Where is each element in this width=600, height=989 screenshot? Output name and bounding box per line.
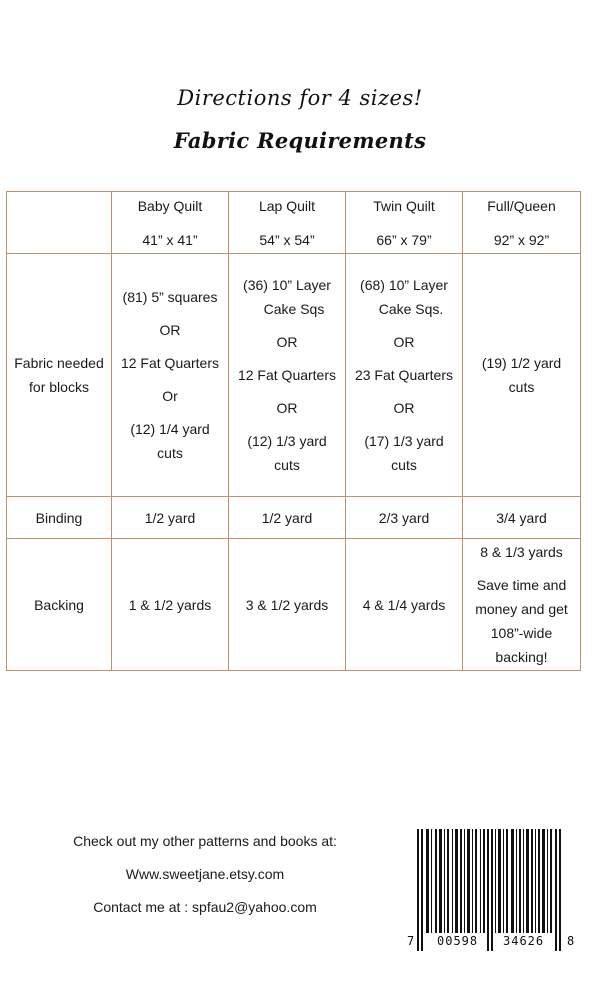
cell-line: (19) 1/2 yard bbox=[481, 355, 562, 371]
cell-line: (12) 1/4 yard bbox=[130, 421, 210, 437]
blocks-twin bbox=[346, 254, 463, 497]
backing-baby: 1 & 1/2 yards bbox=[112, 539, 229, 671]
cell-line: cuts bbox=[274, 457, 300, 473]
column-name: Full/Queen bbox=[487, 197, 556, 214]
column-size: 54” x 54” bbox=[259, 231, 315, 248]
cell-line: 23 Fat Quarters bbox=[354, 367, 454, 383]
cell-line: 108”-wide bbox=[490, 625, 553, 641]
cell-line: OR bbox=[393, 400, 415, 416]
barcode-group-2: 34626 bbox=[503, 934, 545, 948]
binding-twin: 2/3 yard bbox=[346, 497, 463, 539]
table-header-row bbox=[7, 192, 581, 254]
column-name: Lap Quilt bbox=[258, 197, 316, 214]
cell-line: Or bbox=[162, 388, 178, 404]
cell-line: (17) 1/3 yard bbox=[364, 433, 444, 449]
table-row-backing bbox=[7, 539, 581, 671]
table-row-binding bbox=[7, 497, 581, 539]
cell-line: 12 Fat Quarters bbox=[237, 367, 337, 383]
blocks-full-queen bbox=[463, 254, 581, 497]
backing-lap: 3 & 1/2 yards bbox=[229, 539, 346, 671]
table-row-blocks bbox=[7, 254, 581, 497]
cell-line: (68) 10” Layer bbox=[360, 277, 448, 293]
row-label-binding: Binding bbox=[7, 497, 112, 539]
blocks-baby bbox=[112, 254, 229, 497]
column-size: 92” x 92” bbox=[493, 231, 550, 248]
footer-patterns-text: Check out my other patterns and books at: bbox=[73, 833, 337, 849]
barcode-left-digit: 7 bbox=[407, 934, 415, 948]
label-line: for blocks bbox=[29, 379, 89, 395]
cell-line: (81) 5” squares bbox=[122, 289, 218, 305]
binding-full-queen: 3/4 yard bbox=[463, 497, 581, 539]
heading-directions: Directions for 4 sizes! bbox=[177, 86, 423, 110]
blocks-lap bbox=[229, 254, 346, 497]
column-size: 41” x 41” bbox=[142, 231, 198, 248]
label-line: Fabric needed bbox=[14, 355, 104, 371]
cell-line: (36) 10” Layer bbox=[243, 277, 331, 293]
backing-twin: 4 & 1/4 yards bbox=[346, 539, 463, 671]
cell-line: cuts bbox=[391, 457, 417, 473]
cell-line: cuts bbox=[508, 379, 535, 395]
cell-line: OR bbox=[159, 322, 181, 338]
barcode-group-1: 00598 bbox=[437, 934, 479, 948]
cell-line: OR bbox=[393, 334, 415, 350]
binding-lap: 1/2 yard bbox=[229, 497, 346, 539]
cell-line: OR bbox=[276, 400, 298, 416]
heading-fabric-requirements: Fabric Requirements bbox=[173, 128, 427, 153]
row-label-blocks bbox=[7, 254, 112, 497]
binding-baby: 1/2 yard bbox=[112, 497, 229, 539]
fabric-requirements-table bbox=[6, 191, 581, 671]
header-twin-quilt bbox=[346, 192, 463, 254]
header-lap-quilt bbox=[229, 192, 346, 254]
cell-line: 8 & 1/3 yards bbox=[480, 544, 563, 560]
barcode-right-digit: 8 bbox=[567, 934, 575, 948]
cell-line: Cake Sqs bbox=[263, 301, 325, 317]
header-full-queen bbox=[463, 192, 581, 254]
cell-line: 12 Fat Quarters bbox=[120, 355, 220, 371]
cell-line: money and get bbox=[475, 601, 568, 617]
cell-line: Cake Sqs. bbox=[378, 301, 444, 317]
barcode-image bbox=[405, 829, 580, 954]
cell-line: Save time and bbox=[476, 577, 567, 593]
column-name: Twin Quilt bbox=[373, 197, 435, 214]
footer-contact-email[interactable]: Contact me at : spfau2@yahoo.com bbox=[93, 899, 317, 915]
column-size: 66” x 79” bbox=[376, 231, 432, 248]
backing-full-queen bbox=[463, 539, 581, 671]
header-empty-cell bbox=[7, 192, 112, 254]
cell-line: OR bbox=[276, 334, 298, 350]
cell-line: (12) 1/3 yard bbox=[247, 433, 327, 449]
column-name: Baby Quilt bbox=[137, 197, 203, 214]
cell-line: cuts bbox=[157, 445, 183, 461]
cell-line: backing! bbox=[495, 649, 548, 665]
header-baby-quilt bbox=[112, 192, 229, 254]
row-label-backing: Backing bbox=[7, 539, 112, 671]
footer-website-link[interactable]: Www.sweetjane.etsy.com bbox=[125, 866, 285, 882]
